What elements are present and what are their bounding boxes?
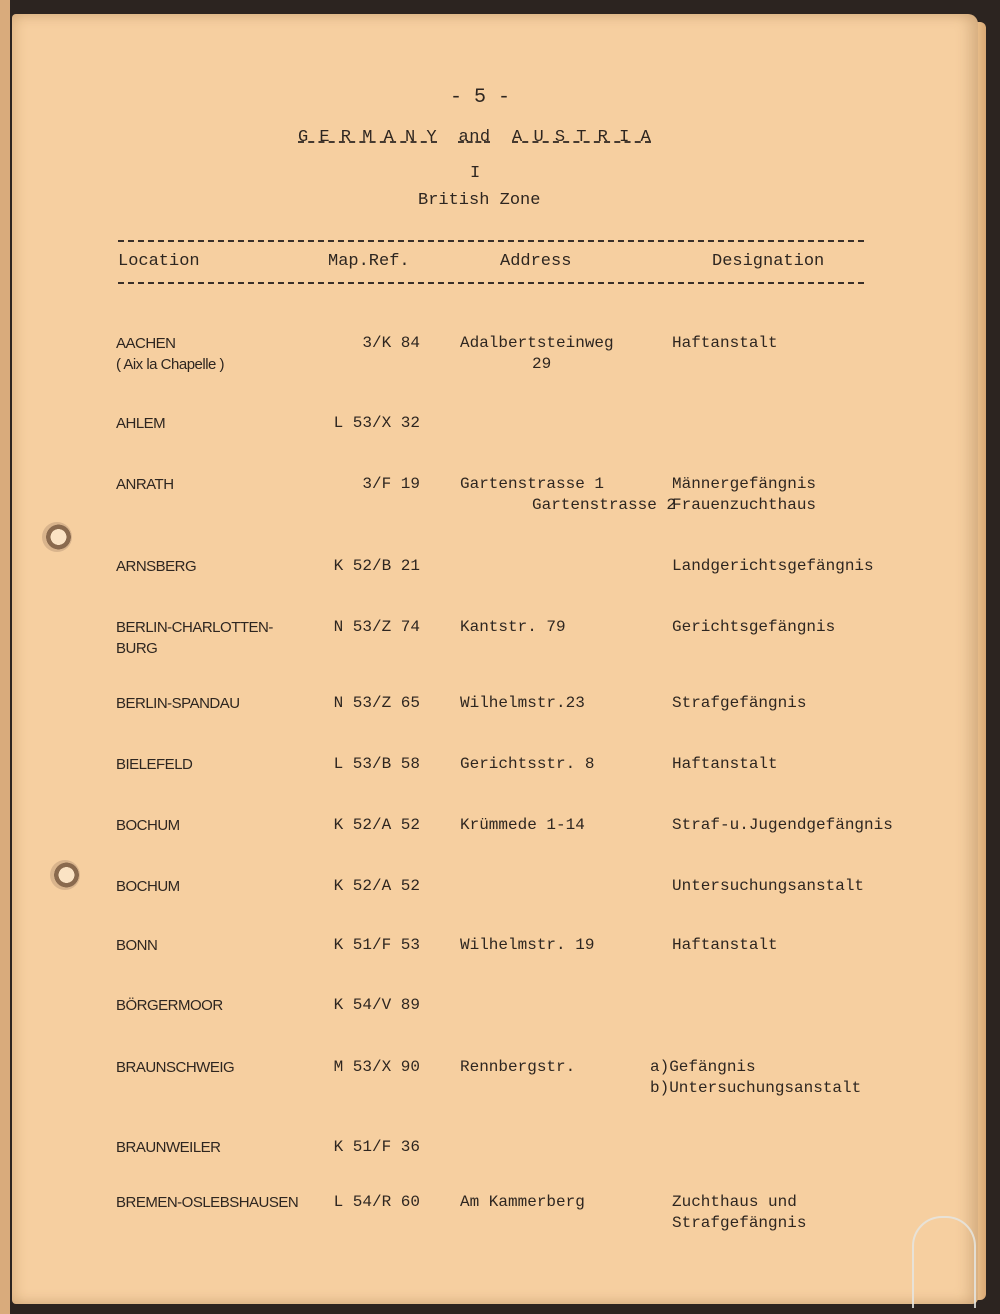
row-address <box>460 474 676 516</box>
location-line1: BERLIN-SPANDAU <box>116 695 240 712</box>
designation-line1: Zuchthaus und <box>672 1193 797 1211</box>
paper-clip <box>912 1216 976 1308</box>
designation-line2: Strafgefängnis <box>672 1214 807 1232</box>
address-line1: Am Kammerberg <box>460 1193 585 1211</box>
designation-line1: Gerichtsgefängnis <box>672 618 836 636</box>
row-address <box>460 815 585 836</box>
row-location <box>116 1192 298 1213</box>
map-ref-line1: L 53/B 58 <box>333 755 420 773</box>
row-map-ref <box>334 754 420 775</box>
location-line1: BIELEFELD <box>116 756 193 773</box>
row-designation <box>672 1192 806 1234</box>
location-line1: ANRATH <box>116 476 174 493</box>
row-location <box>116 556 196 577</box>
title-and: and <box>458 128 491 147</box>
map-ref-line1: L 54/R 60 <box>333 1193 420 1211</box>
map-ref-line1: K 51/F 53 <box>333 936 420 954</box>
row-map-ref <box>334 995 420 1016</box>
row-location <box>116 876 180 897</box>
row-map-ref <box>362 474 420 495</box>
map-ref-line1: K 52/B 21 <box>333 557 420 575</box>
row-address <box>460 935 594 956</box>
map-ref-line1: N 53/Z 74 <box>333 618 420 636</box>
header-address: Address <box>500 252 572 271</box>
row-designation <box>672 474 816 516</box>
designation-line1: Haftanstalt <box>672 936 778 954</box>
designation-line1: Untersuchungsanstalt <box>672 877 865 895</box>
row-location <box>116 333 224 375</box>
row-address <box>460 1057 575 1078</box>
map-ref-line1: L 53/X 32 <box>333 414 420 432</box>
map-ref-line1: K 51/F 36 <box>333 1138 420 1156</box>
address-line2: Gartenstrasse 2 <box>532 496 677 514</box>
designation-line2: Frauenzuchthaus <box>672 496 817 514</box>
page-number: - 5 - <box>450 86 511 109</box>
location-line1: BONN <box>116 937 158 954</box>
row-map-ref <box>334 935 420 956</box>
row-address <box>460 754 594 775</box>
designation-line1: a)Gefängnis <box>650 1058 756 1076</box>
row-location <box>116 693 240 714</box>
punch-hole-top <box>42 522 72 552</box>
location-line1: BOCHUM <box>116 817 180 834</box>
row-designation <box>672 754 778 775</box>
address-line1: Gartenstrasse 1 <box>460 475 605 493</box>
row-location <box>116 413 165 434</box>
location-line1: BREMEN-OSLEBSHAUSEN <box>116 1194 299 1211</box>
location-line2: BURG <box>116 640 158 657</box>
row-location <box>116 474 174 495</box>
row-map-ref <box>334 1192 420 1213</box>
header-designation: Designation <box>712 252 825 271</box>
row-map-ref <box>334 876 420 897</box>
row-address <box>460 333 614 375</box>
header-location: Location <box>118 252 200 271</box>
address-line1: Adalbertsteinweg <box>460 334 614 352</box>
row-location <box>116 995 223 1016</box>
location-line1: BRAUNSCHWEIG <box>116 1059 235 1076</box>
location-line2: ( Aix la Chapelle ) <box>116 356 225 373</box>
designation-line2: b)Untersuchungsanstalt <box>650 1079 862 1097</box>
location-line1: ARNSBERG <box>116 558 197 575</box>
designation-line1: Männergefängnis <box>672 475 817 493</box>
row-designation <box>672 815 893 836</box>
map-ref-line1: 3/F 19 <box>362 475 420 493</box>
location-line1: AACHEN <box>116 335 176 352</box>
row-address <box>460 617 566 638</box>
facing-page-edge <box>0 0 10 1314</box>
designation-line1: Haftanstalt <box>672 334 778 352</box>
title-austria: A U S T R I A <box>512 128 652 147</box>
row-map-ref <box>362 333 420 354</box>
row-location <box>116 1057 234 1078</box>
page-title <box>298 128 651 147</box>
map-ref-line1: M 53/X 90 <box>333 1058 420 1076</box>
section-numeral: I <box>470 164 481 183</box>
map-ref-line1: 3/K 84 <box>362 334 420 352</box>
address-line1: Wilhelmstr. 19 <box>460 936 595 954</box>
zone-heading: British Zone <box>418 191 541 210</box>
header-rule-top <box>118 240 864 242</box>
row-designation <box>672 876 864 897</box>
header-rule-bottom <box>118 282 864 284</box>
title-germany: G E R M A N Y <box>298 128 438 147</box>
designation-line1: Landgerichtsgefängnis <box>672 557 874 575</box>
designation-line1: Strafgefängnis <box>672 694 807 712</box>
address-line1: Krümmede 1-14 <box>460 816 585 834</box>
row-location <box>116 1137 221 1158</box>
address-line1: Kantstr. 79 <box>460 618 566 636</box>
row-address <box>460 693 585 714</box>
row-map-ref <box>334 413 420 434</box>
row-designation <box>672 693 806 714</box>
row-map-ref <box>334 1137 420 1158</box>
row-location <box>116 815 180 836</box>
location-line1: BOCHUM <box>116 878 180 895</box>
row-designation <box>650 1057 861 1099</box>
address-line1: Rennbergstr. <box>460 1058 576 1076</box>
row-map-ref <box>334 556 420 577</box>
row-map-ref <box>334 815 420 836</box>
location-line1: BÖRGERMOOR <box>116 997 223 1014</box>
map-ref-line1: K 54/V 89 <box>333 996 420 1014</box>
location-line1: AHLEM <box>116 415 166 432</box>
map-ref-line1: N 53/Z 65 <box>333 694 420 712</box>
row-designation <box>672 617 835 638</box>
address-line1: Gerichtsstr. 8 <box>460 755 595 773</box>
map-ref-line1: K 52/A 52 <box>333 816 420 834</box>
map-ref-line1: K 52/A 52 <box>333 877 420 895</box>
row-location <box>116 617 273 659</box>
designation-line1: Straf-u.Jugendgefängnis <box>672 816 893 834</box>
designation-line1: Haftanstalt <box>672 755 778 773</box>
row-designation <box>672 556 874 577</box>
row-map-ref <box>334 617 420 638</box>
row-designation <box>672 935 778 956</box>
row-location <box>116 935 157 956</box>
location-line1: BERLIN-CHARLOTTEN- <box>116 619 273 636</box>
row-map-ref <box>334 693 420 714</box>
row-address <box>460 1192 585 1213</box>
address-line1: Wilhelmstr.23 <box>460 694 585 712</box>
punch-hole-bottom <box>50 860 80 890</box>
row-designation <box>672 333 778 354</box>
location-line1: BRAUNWEILER <box>116 1139 221 1156</box>
row-location <box>116 754 192 775</box>
header-map-ref: Map.Ref. <box>328 252 410 271</box>
row-map-ref <box>334 1057 420 1078</box>
address-line2: 29 <box>532 355 552 373</box>
